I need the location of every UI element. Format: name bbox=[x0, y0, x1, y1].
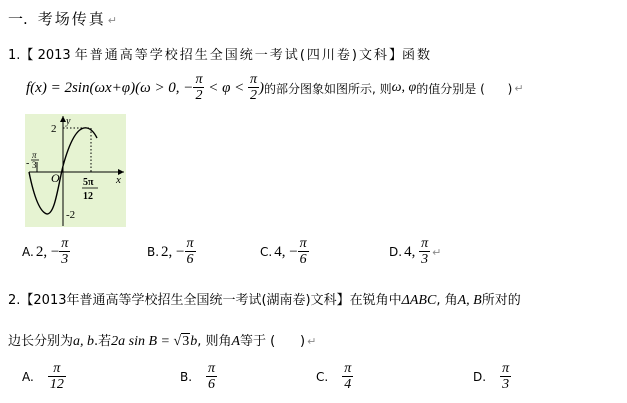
option-label: B. bbox=[147, 245, 160, 259]
option-label: B. bbox=[180, 370, 193, 384]
q2-text2: , 角 bbox=[436, 293, 458, 308]
x-axis-label: x bbox=[116, 174, 121, 186]
q1-bracket-close: 】 bbox=[388, 48, 402, 63]
option-prefix: 2, − bbox=[161, 243, 185, 260]
section-number: 一. bbox=[8, 10, 28, 28]
q1-option-b[interactable] bbox=[147, 237, 196, 267]
option-prefix: 4, − bbox=[274, 243, 298, 260]
option-prefix: 2, − bbox=[35, 243, 60, 260]
return-mark-icon: ↵ bbox=[307, 335, 317, 348]
option-fraction: $\frac{\pi}{6}$ bbox=[208, 361, 216, 392]
q2-source-line bbox=[8, 289, 521, 309]
left-tick-sign: - bbox=[26, 158, 30, 169]
option-fraction: $\frac{\pi}{4}$ bbox=[344, 361, 352, 392]
q1-option-a[interactable] bbox=[22, 237, 70, 267]
q2-equation-line: 边长分别为a, b.若2a sin B = √3b, 则角A等于 ( ) ↵ bbox=[8, 334, 317, 349]
option-fraction: $\frac{\pi}{6}$ bbox=[186, 236, 194, 267]
q1-func-lhs: f(x) = 2sin(ωx+φ)(ω > 0, − bbox=[26, 79, 194, 96]
option-label: A. bbox=[22, 245, 34, 259]
option-fraction: $\frac{\pi}{3}$ bbox=[502, 361, 510, 392]
q1-text-after: 的部分图象如图所示, 则 bbox=[264, 81, 392, 96]
q1-text-tail: 的值分别是 ( ) bbox=[416, 81, 513, 96]
q1-close-paren: ) bbox=[259, 79, 265, 96]
q2-angles: A, B bbox=[457, 293, 482, 308]
q1-source-line bbox=[8, 44, 432, 63]
right-tick-num: 5π bbox=[83, 177, 94, 188]
q2-text6: , 则角 bbox=[197, 334, 232, 349]
y-axis-label: y bbox=[66, 116, 71, 127]
q1-stem-end: 函数 bbox=[402, 48, 433, 63]
q2-option-a[interactable] bbox=[22, 362, 66, 392]
q1-frac-left: $\frac{\pi}{2}$ bbox=[195, 72, 203, 103]
q1-graph bbox=[25, 114, 126, 227]
q1-region: (四川卷) bbox=[299, 48, 359, 63]
q2-sqrt-arg: 3 bbox=[182, 334, 190, 349]
q2-text3: 所对的 bbox=[481, 293, 521, 308]
option-label: D. bbox=[389, 245, 403, 259]
q1-source-text: 年普通高等学校招生全国统一考试 bbox=[74, 48, 300, 63]
q2-eq-left: 2a sin B = bbox=[111, 334, 174, 349]
q1-graph-svg bbox=[25, 114, 126, 227]
option-label: A. bbox=[22, 370, 34, 384]
q1-function-line bbox=[26, 70, 524, 106]
q2-angle: A bbox=[231, 334, 241, 349]
q2-eq-right: b bbox=[190, 334, 198, 349]
q1-frac-right: $\frac{\pi}{2}$ bbox=[250, 72, 258, 103]
option-fraction: $\frac{\pi}{3}$ bbox=[61, 236, 69, 267]
left-tick-num: π bbox=[32, 150, 37, 160]
option-label: D. bbox=[473, 370, 487, 384]
y-top-label: 2 bbox=[51, 123, 57, 135]
q2-text4: 边长分别为 bbox=[8, 334, 74, 349]
section-title: 考场传真 bbox=[37, 10, 106, 28]
q1-vars: ω, φ bbox=[391, 80, 417, 95]
q1-number: 1. bbox=[8, 48, 21, 63]
option-fraction: $\frac{\pi}{3}$ bbox=[421, 236, 429, 267]
q2-source: 【2013年普通高等学校招生全国统一考试(湖南卷)文科】 bbox=[20, 293, 350, 308]
q1-year: 2013 bbox=[37, 48, 71, 63]
y-bottom-label: -2 bbox=[66, 209, 76, 221]
q1-option-c[interactable] bbox=[260, 237, 309, 267]
q2-sides: a, b bbox=[73, 334, 95, 349]
option-prefix: 4, bbox=[404, 243, 420, 260]
option-fraction: $\frac{\pi}{6}$ bbox=[299, 236, 307, 267]
return-mark-icon: ↵ bbox=[514, 81, 524, 95]
q1-option-d[interactable] bbox=[389, 237, 441, 267]
return-mark-icon: ↵ bbox=[432, 245, 442, 259]
q2-triangle: ΔABC bbox=[401, 293, 437, 308]
q2-option-c[interactable] bbox=[316, 362, 353, 392]
q2-text7: 等于 ( ) bbox=[240, 334, 306, 349]
q2-text1: 在锐角中 bbox=[349, 293, 402, 308]
option-label: C. bbox=[260, 245, 273, 259]
q2-text5: .若 bbox=[94, 334, 112, 349]
section-header bbox=[8, 8, 117, 29]
q2-option-d[interactable] bbox=[473, 362, 511, 392]
origin-label: O bbox=[51, 171, 60, 185]
q1-inequality: < φ < bbox=[204, 79, 248, 96]
option-fraction: $\frac{\pi}{12}$ bbox=[49, 361, 64, 392]
return-mark-icon: ↵ bbox=[107, 14, 118, 27]
left-tick-den: 3 bbox=[32, 160, 37, 170]
option-label: C. bbox=[316, 370, 329, 384]
q1-subject: 文科 bbox=[358, 48, 389, 63]
q2-number: 2. bbox=[8, 293, 21, 308]
right-tick-den: 12 bbox=[83, 191, 93, 202]
q2-option-b[interactable] bbox=[180, 362, 217, 392]
q1-bracket-open: 【 bbox=[20, 48, 34, 63]
